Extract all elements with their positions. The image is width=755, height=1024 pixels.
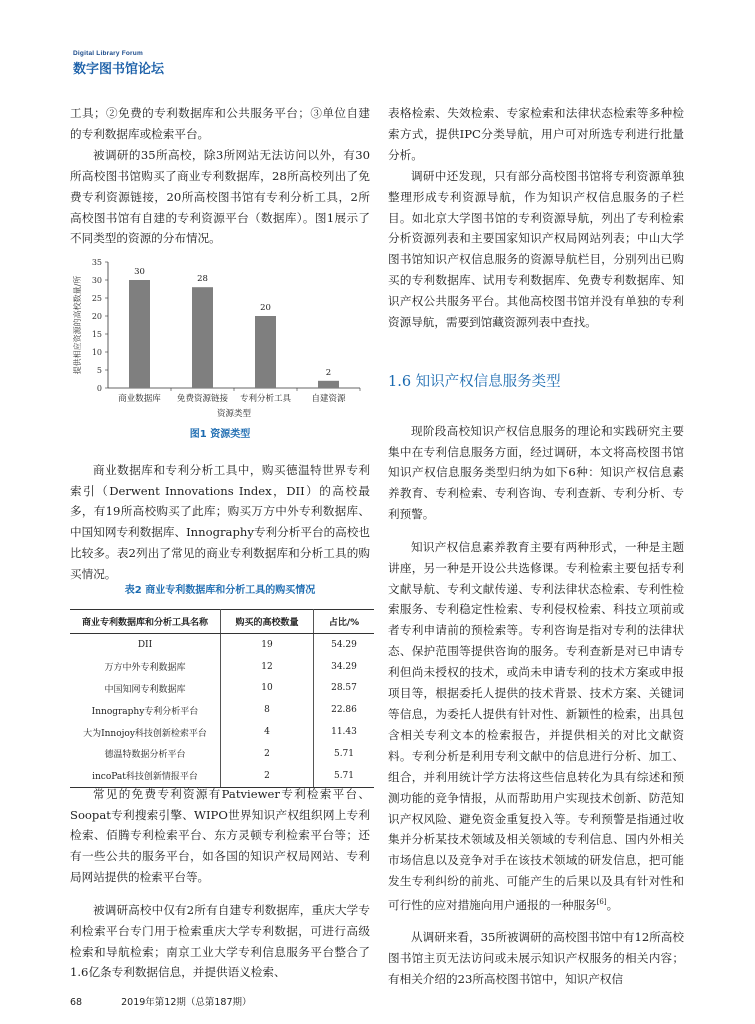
table-cell: 11.43 <box>331 727 357 738</box>
y-tick-label: 20 <box>91 312 102 321</box>
bar-value-label: 28 <box>197 274 208 285</box>
left-column-top <box>70 103 370 249</box>
left-column-mid <box>70 448 370 597</box>
table-header: 占比/% <box>314 610 375 634</box>
bar <box>318 381 339 388</box>
table-cell: 12 <box>221 656 314 678</box>
paragraph: 从调研来看，35所被调研的高校图书馆中有12所高校图书馆主页无法访问或未展示知识产权服务的相关内容；有相关介绍的23所高校图书馆中，知识产权信 <box>388 930 684 987</box>
journal-logo <box>73 50 164 77</box>
paragraph-text: 知识产权信息素养教育主要有两种形式，一种是主题讲座，另一种是开设公共选修课。专利检索主要包括专利文献导航、专利文献传递、专利法律状态检索、专利性检索服务、专利稳定性检索、专利侵权检索、科技立项前或者专利申请前的预检索等。专利咨询是指对专利的法律状态、保护范围等提供咨询的服务。专利查新是对已申请专利但尚未授权的技术，或尚未申请专利的技术方案或申报项目等，根据委托人提供的技术背景、技术方案、关键词等信息，为委托人提供有针对性、新颖性的检索，出具包含相关专利文本的检索报告，并提供相关的对比文献资料。专利分析是利用专利文献中的信息进行分析、加工、组合，并利用统计学方法将这些信息转化为具有综述和预测功能的竞争情报，从而帮助用户实现技术创新、防范知识产权风险、避免资金重复投入等。专利预警是指通过收集并分析某技术领域及相关领域的专利信息、国内外相关市场信息以及竞争对手在该技术领域的研发信息，把可能发生专利纠纷的前兆、可能产生的后果以及具有针对性和可行性的应对措施向用户通报的一种服务 <box>388 539 684 912</box>
paragraph: 被调研的35所高校，除3所网站无法访问以外，有30所高校图书馆购买了商业专利数据库，28所高校列出了免费专利资源链接，20所高校图书馆有专利分析工具，2所高校图书馆有自建的专利资源平台（数据库）。图1展示了不同类型的资源的分布情况。 <box>70 147 370 246</box>
table-cell: 5.71 <box>333 748 355 759</box>
table-cell: 4 <box>221 721 314 743</box>
table-cell: 8 <box>221 699 314 721</box>
y-tick-label: 25 <box>91 294 102 303</box>
table-cell: Innography专利分析平台 <box>70 699 221 721</box>
bar-value-label: 20 <box>260 303 271 313</box>
table-cell: 2 <box>221 743 314 765</box>
logo-english: Digital Library Forum <box>73 50 143 57</box>
page-footer <box>70 994 252 1008</box>
bar-value-label: 2 <box>325 367 332 378</box>
table-cell: DII <box>70 634 221 656</box>
paragraph: 调研中还发现，只有部分高校图书馆将专利资源单独整理形成专利资源导航，作为知识产权信息服务的子栏目。如北京大学图书馆的专利资源导航，列出了专利检索分析资源列表和主要国家知识产权局网站列表；中山大学图书馆知识产权信息服务的资源导航栏目，分别列出已购买的专利数据库、试用专利数据库、免费专利数据库、知识产权公共服务平台。其他高校图书馆并没有单独的专利资源导航，需要到馆藏资源列表中查找。 <box>388 168 684 330</box>
table-cell: 28.57 <box>331 683 357 694</box>
y-axis-label: 提供相应资源的高校数量/所 <box>73 275 82 375</box>
paragraph: 常见的免费专利资源有Patviewer专利检索平台、Soopat专利搜索引擎、WIPO世界知识产权组织网上专利检索、佰腾专利检索平台、东方灵顿专利检索平台等；还有一些公共的服务平台，如各国的知识产权局网站、专利局网站提供的检索平台等。 <box>70 786 370 885</box>
table-row <box>70 678 374 700</box>
x-tick-label: 自建资源 <box>311 394 346 404</box>
bar <box>192 287 213 388</box>
y-tick-label: 15 <box>91 330 102 339</box>
purchase-table <box>70 609 374 788</box>
x-axis-label: 资源类型 <box>216 409 252 419</box>
paragraph: 被调研高校中仅有2所有自建专利数据库，重庆大学专利检索平台专门用于检索重庆大学专利数据，可进行高级检索和导航检索；南京工业大学专利信息服务平台整合了1.6亿条专利数据信息，并提供语义检索、 <box>70 902 370 980</box>
x-tick-label: 免费资源链接 <box>176 394 229 404</box>
bar <box>255 316 276 388</box>
table-caption: 表2 商业专利数据库和分析工具的购买情况 <box>124 585 316 596</box>
table-cell: 大为Innojoy科技创新检索平台 <box>70 721 221 743</box>
right-column-bottom <box>388 409 684 1002</box>
table-cell: 万方中外专利数据库 <box>70 656 221 678</box>
table-cell: 34.29 <box>331 661 357 672</box>
page-number: 68 <box>70 997 83 1008</box>
table-row <box>70 743 374 765</box>
table-cell: 德温特数据分析平台 <box>70 743 221 765</box>
table-cell: 54.29 <box>331 639 357 650</box>
paragraph: 工具；②免费的专利数据库和公共服务平台；③单位自建的专利数据库或检索平台。 <box>70 106 370 141</box>
paragraph: 商业数据库和专利分析工具中，购买德温特世界专利索引（Derwent Innovations Index，DII）的高校最多，有19所高校购买了此库；购买万方中外专利数据库、中国知网专利数据库、Innography专利分析平台的高校也比较多。表2列出了常见的商业专利数据库和分析工具的购买情况。 <box>70 462 370 582</box>
table-row <box>70 721 374 743</box>
figure-1-chart <box>70 256 370 436</box>
paragraph <box>388 537 684 916</box>
x-tick-label: 专利分析工具 <box>239 394 292 404</box>
table-header-row <box>70 610 374 634</box>
citation-ref: [6] <box>596 898 607 907</box>
table-cell: 19 <box>221 634 314 656</box>
figure-caption: 图1 资源类型 <box>189 429 251 440</box>
table-row <box>70 634 374 656</box>
left-column-bottom <box>70 772 370 995</box>
table-cell: 2 <box>221 765 314 787</box>
paragraph: 表格检索、失效检索、专家检索和法律状态检索等多种检索方式，提供IPC分类导航，用户可对所选专利进行批量分析。 <box>388 106 684 162</box>
y-tick-label: 30 <box>91 276 102 285</box>
section-heading: 1.6 知识产权信息服务类型 <box>388 374 561 390</box>
y-tick-label: 5 <box>96 366 102 375</box>
paragraph: 现阶段高校知识产权信息服务的理论和实践研究主要集中在专利信息服务方面，经过调研，本文将高校图书馆知识产权信息服务类型归纳为如下6种：知识产权信息素养教育、专利检索、专利咨询、专利查新、专利分析、专利预警。 <box>388 423 684 522</box>
y-tick-label: 35 <box>91 258 102 267</box>
table-cell: 22.86 <box>331 705 357 716</box>
table-cell: 10 <box>221 678 314 700</box>
y-tick-label: 10 <box>91 348 102 357</box>
x-tick-label: 商业数据库 <box>118 394 161 404</box>
table-row <box>70 656 374 678</box>
bar <box>129 280 150 388</box>
table-row <box>70 699 374 721</box>
table-cell: incoPat科技创新情报平台 <box>70 765 221 787</box>
bar-chart-svg <box>70 256 370 436</box>
table-header: 商业专利数据库和分析工具名称 <box>70 610 221 634</box>
right-column-top <box>388 103 684 333</box>
issue-info: 2019年第12期（总第187期） <box>121 997 252 1008</box>
bar-value-label: 30 <box>134 267 145 277</box>
table-header: 购买的高校数量 <box>221 610 314 634</box>
logo-chinese: 数字图书馆论坛 <box>73 62 165 77</box>
paragraph-text: 。 <box>606 897 619 912</box>
y-tick-label: 0 <box>96 384 102 393</box>
table-cell: 中国知网专利数据库 <box>70 678 221 700</box>
table-cell: 5.71 <box>314 765 375 787</box>
